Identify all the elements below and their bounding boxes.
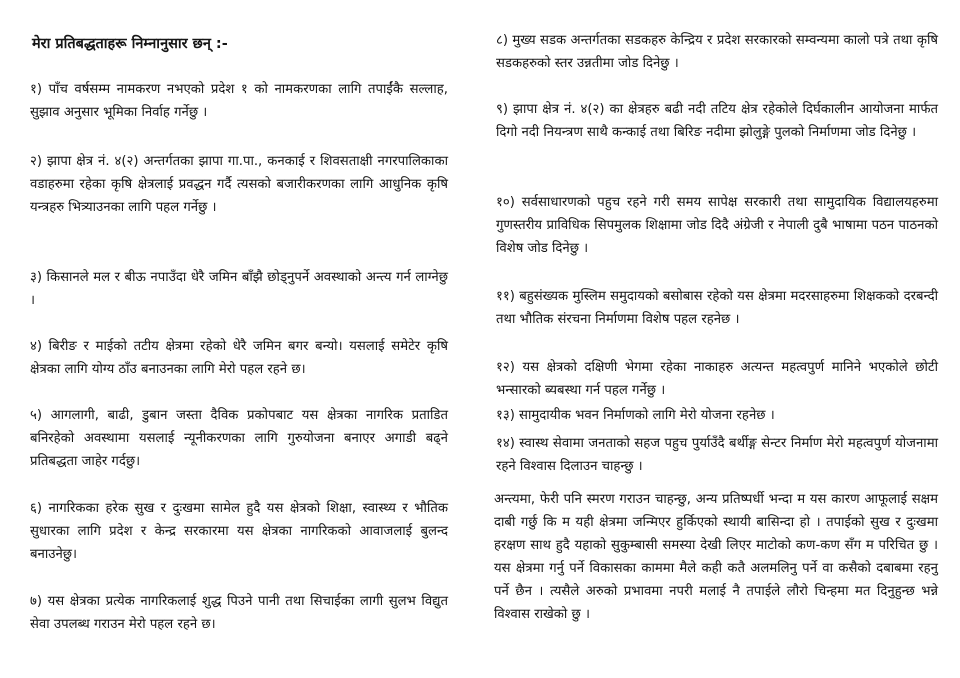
pledge-9: ९) झापा क्षेत्र नं. ४(२) का क्षेत्रहरु बढी नदी तटिय क्षेत्र रहेकोले दिर्घकालीन आयोजना मार्फत दिगो नदी नियन्त्रण साथै कन्काई तथा बिरिङ नदीमा झोलुङ्गे पुलको निर्माणमा जोड दिनेछु । bbox=[496, 102, 938, 140]
pledge-10: १०) सर्वसाधारणको पहुच रहने गरी समय सापेक्ष सरकारी तथा सामुदायिक विद्यालयहरुमा गुणस्तरीय प्राविधिक सिपमुलक शिक्षामा जोड दिदै अंग्रेजी र नेपाली दुबै भाषामा पठन पाठनको विशेष जोड दिनेछु । bbox=[496, 195, 938, 256]
pledge-13: १३) सामुदायीक भवन निर्माणको लागि मेरो योजना रहनेछ । bbox=[496, 408, 775, 423]
right-column bbox=[480, 0, 960, 678]
pledge-4: ४) बिरीङ र माईको तटीय क्षेत्रमा रहेको धेरै जमिन बगर बन्यो। यसलाई समेटेर कृषि क्षेत्रका लागि योग्य ठाँउ बनाउनका लागि मेरो पहल रहने छ। bbox=[30, 339, 448, 377]
pledge-2: २) झापा क्षेत्र नं. ४(२) अन्तर्गतका झापा गा.पा., कनकाई र शिवसताक्षी नगरपालिकाका वडाहरुमा रहेका कृषि क्षेत्रलाई प्रवद्धन गर्दै त्यसको बजारीकरणका लागि आधुनिक कृषि यन्त्रहरु भित्र्याउनका लागि पहल गर्नेछु । bbox=[30, 154, 448, 215]
closing-paragraph: अन्त्यमा, फेरी पनि स्मरण गराउन चाहन्छु, अन्य प्रतिष्पर्धी भन्दा म यस कारण आफूलाई सक्षम दाबी गर्छु कि म यही क्षेत्रमा जन्मिएर हुर्किएको स्थायी बासिन्दा हो । तपाईको सुख र दुःखमा हरक्षण साथ हुदै यहाको सुकुम्बासी समस्या देखी लिएर माटोको कण-कण सँग म परिचित छु । यस क्षेत्रमा गर्नु पर्ने विकासका काममा मैले कही कतै अलमलिनु पर्ने वा कसैको दबाबमा रहनु पर्ने छैन । त्यसैले अरुको प्रभावमा नपरी मलाई नै तपाईले लौरो चिन्हमा मत दिनुहुन्छ भन्ने विश्वास राखेको छु । bbox=[494, 492, 938, 622]
page-heading: मेरा प्रतिबद्धताहरू निम्नानुसार छन् :- bbox=[32, 36, 228, 52]
pledge-5: ५) आगलागी, बाढी, डुबान जस्ता दैविक प्रकोपबाट यस क्षेत्रका नागरिक प्रताडित बनिरहेको अवस्थामा यसलाई न्यूनीकरणका लागि गुरुयोजना बनाएर अगाडी बढ्ने प्रतिबद्धता जाहेर गर्दछु। bbox=[30, 408, 448, 469]
pledge-3: ३) किसानले मल र बीऊ नपाउँदा धेरै जमिन बाँझै छोड्नुपर्ने अवस्थाको अन्त्य गर्न लाग्नेछु । bbox=[30, 270, 448, 308]
pledge-12: १२) यस क्षेत्रको दक्षिणी भेगमा रहेका नाकाहरु अत्यन्त महत्वपुर्ण मानिने भएकोले छोटी भन्सारको ब्यबस्था गर्न पहल गर्नेछु । bbox=[496, 360, 938, 398]
pledge-7: ७) यस क्षेत्रका प्रत्येक नागरिकलाई शुद्ध पिउने पानी तथा सिचाईका लागी सुलभ विद्युत सेवा उपलब्ध गराउन मेरो पहल रहने छ। bbox=[30, 594, 448, 632]
pledge-14: १४) स्वास्थ सेवामा जनताको सहज पहुच पुर्याउँदै बर्थीङ्ग सेन्टर निर्माण मेरो महत्वपुर्ण योजनामा रहने विश्वास दिलाउन चाहन्छु । bbox=[496, 436, 938, 474]
pledge-11: ११) बहुसंख्यक मुस्लिम समुदायको बसोबास रहेको यस क्षेत्रमा मदरसाहरुमा शिक्षकको दरबन्दी तथा भौतिक संरचना निर्माणमा विशेष पहल रहनेछ । bbox=[496, 289, 938, 327]
pledge-1: १) पाँच वर्षसम्म नामकरण नभएको प्रदेश १ को नामकरणका लागि तपाईंकै सल्लाह, सुझाव अनुसार भूमिका निर्वाह गर्नेछु । bbox=[30, 82, 448, 120]
pledge-8: ८) मुख्य सडक अन्तर्गतका सडकहरु केन्द्रिय र प्रदेश सरकारको सम्वन्यमा कालो पत्रे तथा कृषि सडकहरुको स्तर उन्नतीमा जोड दिनेछु । bbox=[496, 33, 938, 71]
pledge-6: ६) नागरिकका हरेक सुख र दुःखमा सामेल हुदै यस क्षेत्रको शिक्षा, स्वास्थ्य र भौतिक सुधारका लागि प्रदेश र केन्द्र सरकारमा यस क्षेत्रका नागरिकको आवाजलाई बुलन्द बनाउनेछु। bbox=[30, 501, 448, 562]
